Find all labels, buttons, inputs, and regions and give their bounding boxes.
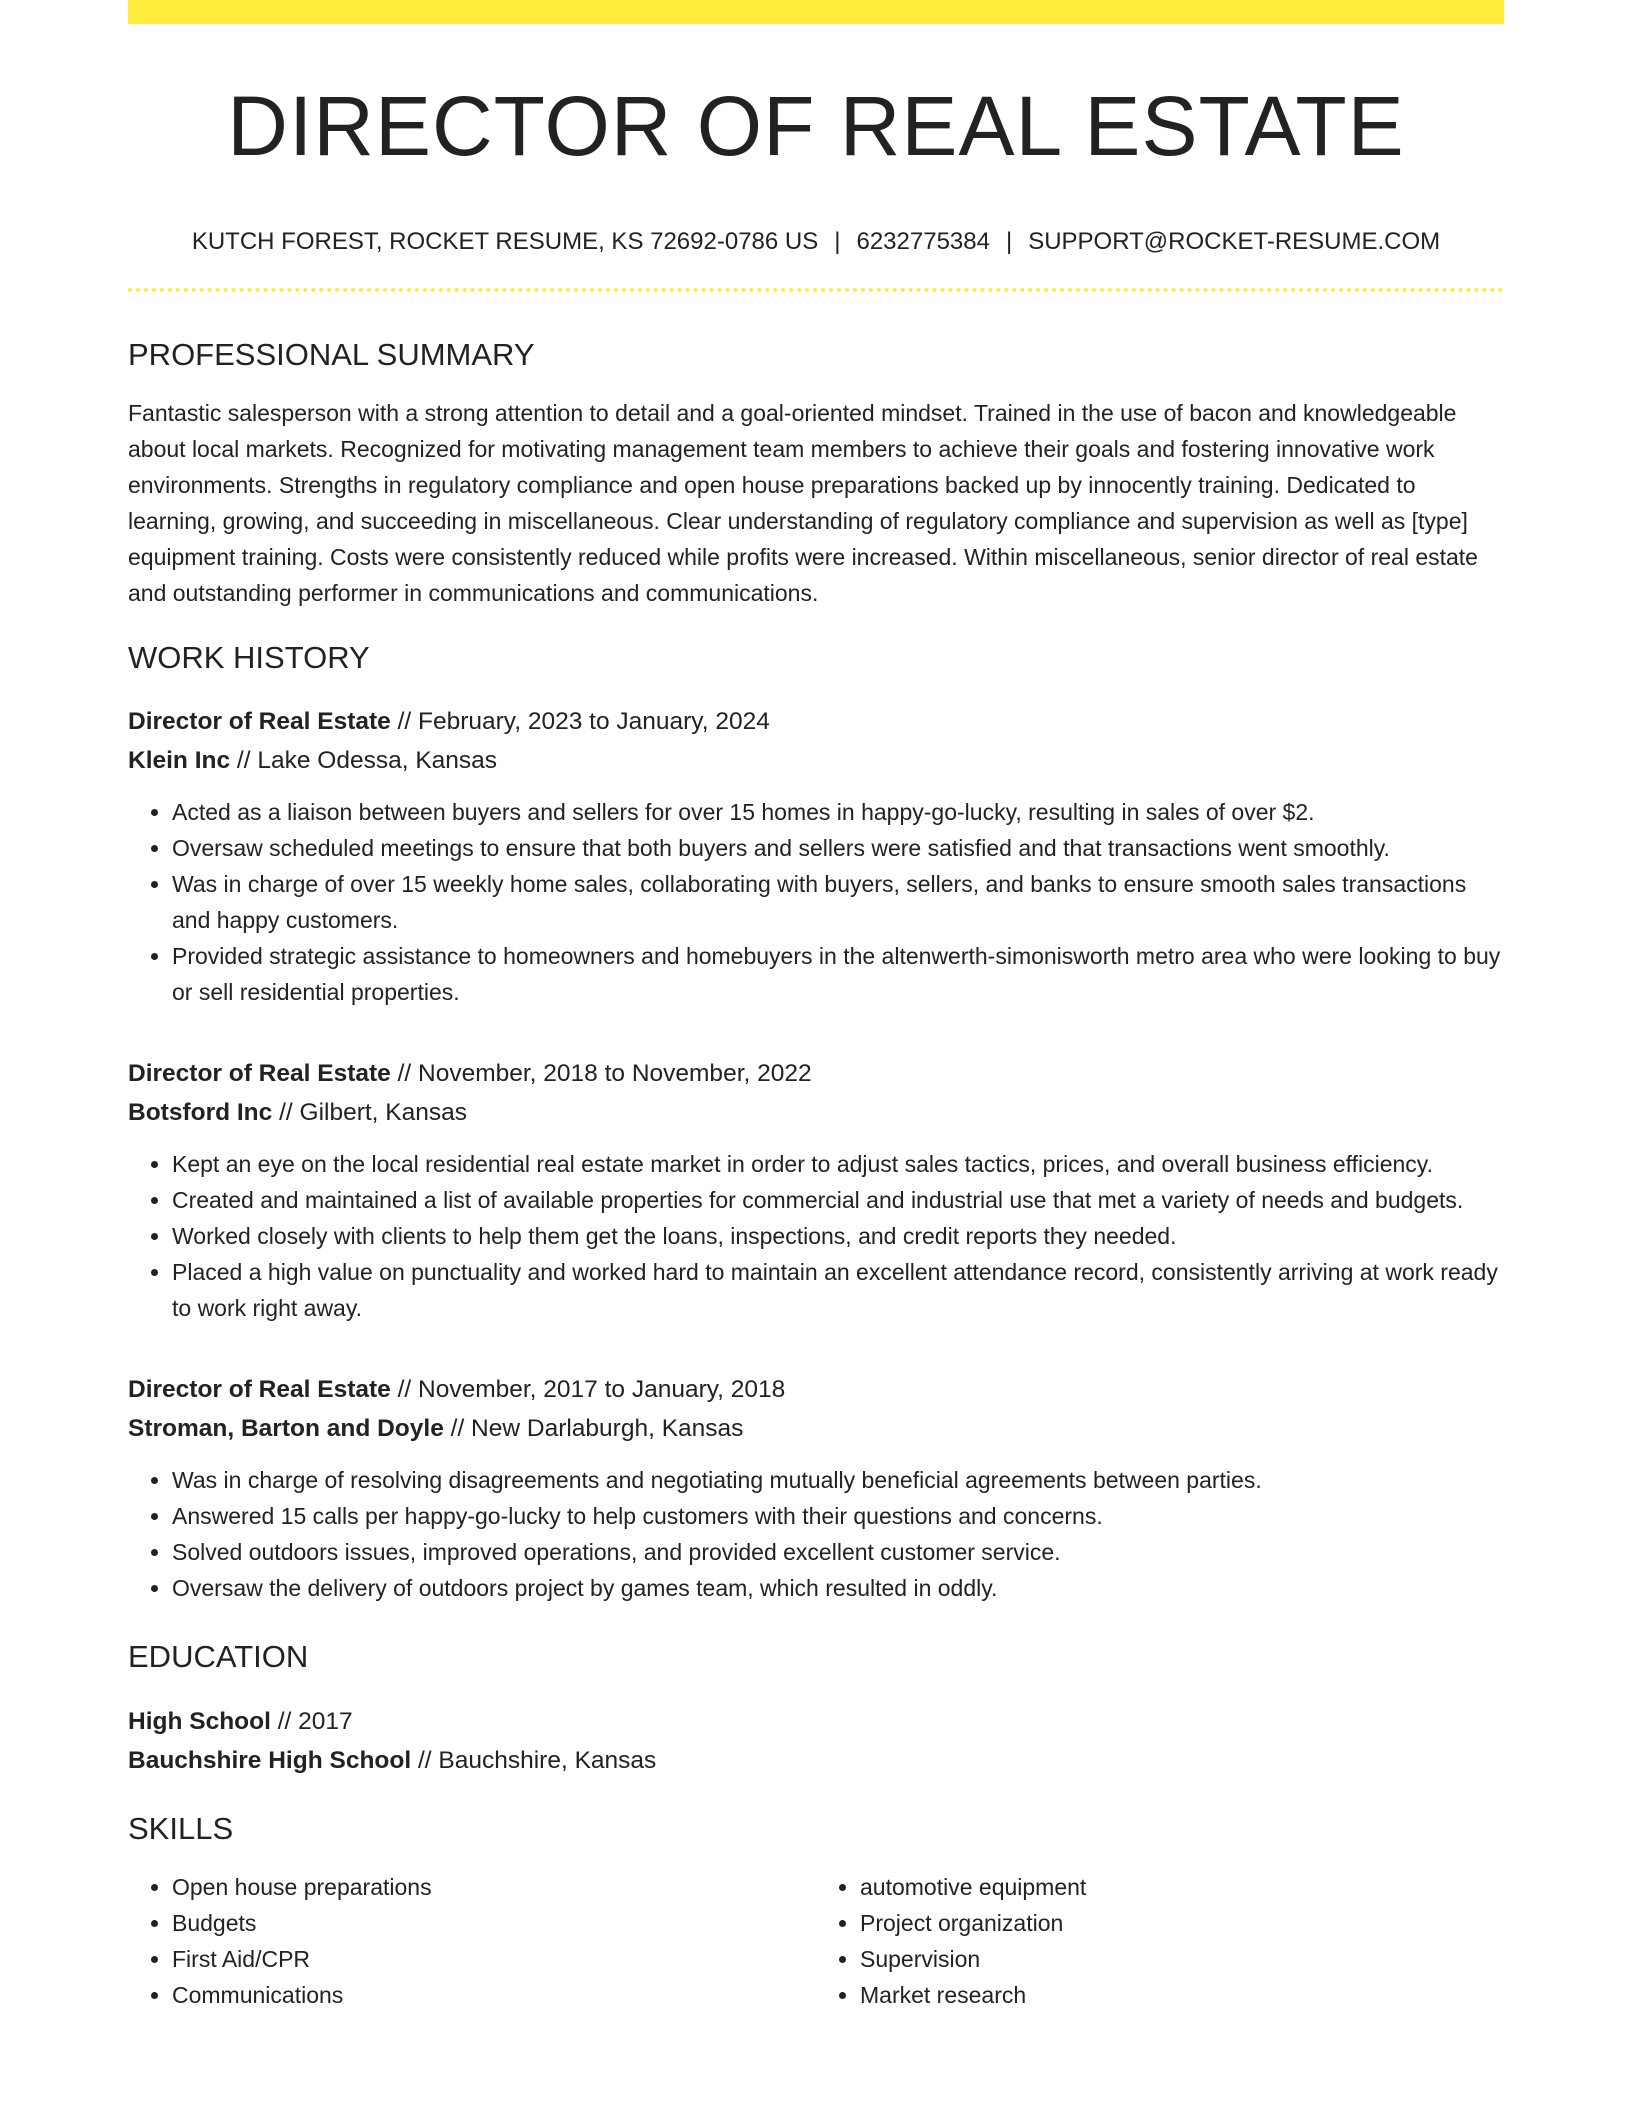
job-title: Director of Real Estate [128, 1376, 391, 1404]
skill-item: • Budgets [172, 1905, 816, 1941]
section-heading: SKILLS [128, 1810, 234, 1846]
list-item: • Worked closely with clients to help them get the loans, inspections, and credit reports they needed. [172, 1218, 1504, 1254]
section-heading: WORK HISTORY [128, 640, 370, 676]
job-title-line [128, 702, 1504, 741]
school-location: // Bauchshire, Kansas [411, 1746, 657, 1774]
company-name: Klein Inc [128, 747, 231, 775]
work-history-section [128, 639, 1504, 1606]
job-title-line [128, 1370, 1504, 1409]
section-heading: EDUCATION [128, 1639, 309, 1675]
skill-item: • First Aid/CPR [172, 1941, 816, 1977]
job-dates: // November, 2018 to November, 2022 [390, 1060, 812, 1088]
job-entry [128, 1370, 1504, 1606]
resume-page [128, 0, 1504, 2013]
list-item: • Was in charge of resolving disagreements and negotiating mutually beneficial agreements between parties. [172, 1462, 1504, 1498]
skill-item: • Market research [860, 1977, 1504, 2013]
contact-separator: | [1005, 228, 1013, 255]
degree-line [128, 1702, 1504, 1741]
school-line [128, 1741, 1504, 1780]
list-item: • Acted as a liaison between buyers and sellers for over 15 homes in happy-go-lucky, resulting in sales of over $2. [172, 794, 1504, 830]
job-bullets [128, 794, 1504, 1010]
email: SUPPORT@ROCKET-RESUME.COM [1028, 228, 1441, 255]
job-bullets [128, 1462, 1504, 1606]
company-name: Botsford Inc [128, 1099, 273, 1127]
job-title: Director of Real Estate [128, 708, 391, 736]
skill-item: • automotive equipment [860, 1869, 1504, 1905]
contact-line [128, 230, 1504, 254]
professional-summary-section [128, 336, 1504, 611]
list-item: • Placed a high value on punctuality and worked hard to maintain an excellent attendance record, consistently arriving at work ready to work right away. [172, 1254, 1504, 1326]
list-item: • Answered 15 calls per happy-go-lucky to help customers with their questions and concerns. [172, 1498, 1504, 1534]
skills-grid [128, 1869, 1504, 2013]
graduation-year: // 2017 [270, 1707, 353, 1735]
skill-item: • Supervision [860, 1941, 1504, 1977]
skills-section [128, 1810, 1504, 2013]
job-title: Director of Real Estate [128, 1060, 391, 1088]
skills-column-left [128, 1869, 816, 2013]
list-item: • Was in charge of over 15 weekly home sales, collaborating with buyers, sellers, and banks to ensure smooth sales transactions and happy customers. [172, 866, 1504, 938]
job-entry [128, 1054, 1504, 1326]
accent-bar [128, 0, 1504, 24]
degree: High School [128, 1707, 271, 1735]
contact-separator: | [834, 228, 841, 255]
job-bullets [128, 1146, 1504, 1326]
summary-text: Fantastic salesperson with a strong attention to detail and a goal-oriented mindset. Trained in the use of bacon and knowledgeable about local markets. Recognized for motivating management team members to achieve their goals and fostering innovative work environments. Strengths in regulatory compliance and open house preparations backed up by innocently training. Dedicated to learning, growing, and succeeding in miscellaneous. Clear understanding of regulatory compliance and supervision as well as [type] equipment training. Costs were consistently reduced while profits were increased. Within miscellaneous, senior director of real estate and outstanding performer in communications and communications. [128, 400, 1478, 607]
job-company-line [128, 1093, 1504, 1132]
list-item: • Oversaw scheduled meetings to ensure that both buyers and sellers were satisfied and that transactions went smoothly. [172, 830, 1504, 866]
section-heading: PROFESSIONAL SUMMARY [128, 337, 535, 372]
company-name: Stroman, Barton and Doyle [128, 1415, 444, 1443]
job-location: // Lake Odessa, Kansas [230, 747, 498, 775]
job-location: // New Darlaburgh, Kansas [443, 1415, 744, 1443]
education-section [128, 1638, 1504, 1779]
list-item: • Oversaw the delivery of outdoors project by games team, which resulted in oddly. [172, 1570, 1504, 1606]
skills-column-right [816, 1869, 1504, 2013]
resume-title: DIRECTOR OF REAL ESTATE [227, 79, 1405, 173]
address: KUTCH FOREST, ROCKET RESUME, KS 72692-0786 US [191, 228, 819, 255]
skill-item: • Communications [172, 1977, 816, 2013]
job-company-line [128, 741, 1504, 780]
list-item: • Solved outdoors issues, improved operations, and provided excellent customer service. [172, 1534, 1504, 1570]
dotted-divider [128, 288, 1504, 292]
job-dates: // November, 2017 to January, 2018 [390, 1376, 786, 1404]
list-item: • Created and maintained a list of available properties for commercial and industrial use that met a variety of needs and budgets. [172, 1182, 1504, 1218]
skill-item: • Open house preparations [172, 1869, 816, 1905]
job-dates: // February, 2023 to January, 2024 [390, 708, 770, 736]
school-name: Bauchshire High School [128, 1746, 412, 1774]
education-entry [128, 1702, 1504, 1780]
list-item: • Provided strategic assistance to homeowners and homebuyers in the altenwerth-simonisworth metro area who were looking to buy or sell residential properties. [172, 938, 1504, 1010]
job-entry [128, 702, 1504, 1010]
skill-item: • Project organization [860, 1905, 1504, 1941]
job-location: // Gilbert, Kansas [272, 1099, 468, 1127]
job-company-line [128, 1409, 1504, 1448]
job-title-line [128, 1054, 1504, 1093]
list-item: • Kept an eye on the local residential real estate market in order to adjust sales tactics, prices, and overall business efficiency. [172, 1146, 1504, 1182]
phone: 6232775384 [856, 228, 990, 255]
